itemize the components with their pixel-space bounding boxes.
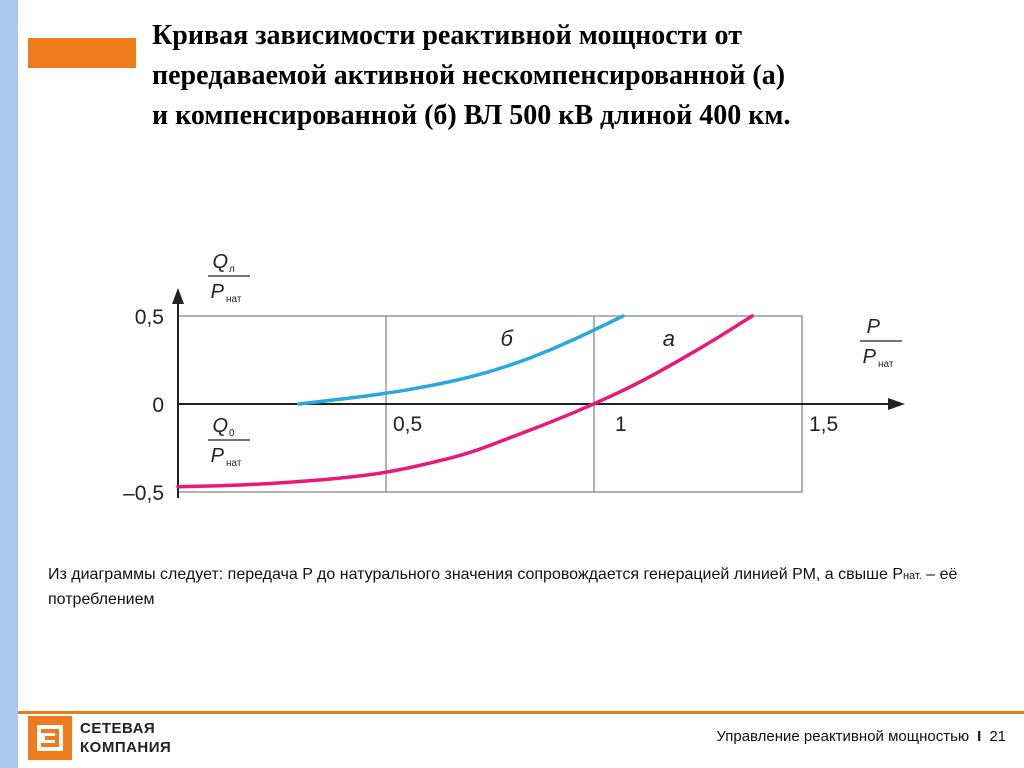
x-tick-label-0: 0,5 [393,413,423,436]
title-line-1: Кривая зависимости реактивной мощности от [152,20,742,51]
y-axis-label-denominator: P [210,281,224,303]
caption [48,563,998,612]
title-line-3: и компенсированной (б) ВЛ 500 кВ длиной 400 км. [152,100,791,131]
logo-mark-icon [28,716,72,760]
caption-subscript: нат. [902,570,922,582]
x-tick-label-1: 1 [615,413,627,436]
series-line-б [299,316,623,404]
x-axis-label-denominator: P [862,346,876,368]
x-tick-label-2: 1,5 [809,413,839,436]
section-title: Управление реактивной мощностью [716,728,970,745]
caption-tail: – её потреблением [48,566,958,608]
footer-section [716,728,1006,745]
series-label-b: б [500,325,513,351]
y-tick-label-0: 0,5 [134,306,164,329]
y-axis-arrow [172,288,184,304]
y-axis-label-numerator: Q [212,251,228,273]
page-number: 21 [989,728,1006,745]
q0-annotation-numerator-sub: 0 [229,428,235,439]
q0-annotation-denominator-sub: нат [226,458,242,469]
footer-separator: I [977,728,982,745]
y-axis-label-numerator-sub: л [229,264,235,275]
y-tick-label-2: –0,5 [123,482,164,505]
series-label-a: а [662,325,676,351]
footer-divider [18,711,1024,714]
caption-main: Из диаграммы следует: передача P до натурального значения сопровождается генерацией линией РМ, а свыше P [48,566,903,583]
y-tick-label-1: 0 [152,394,164,417]
x-axis-label-denominator-sub: нат [878,359,894,370]
y-axis-label-denominator-sub: нат [226,294,242,305]
logo-line-2: КОМПАНИЯ [80,739,172,756]
q0-annotation-numerator: Q [212,415,228,437]
logo-text [80,719,171,757]
logo-line-1: СЕТЕВАЯ [80,720,156,737]
title-line-2: передаваемой активной нескомпенсированной (а) [152,60,786,91]
q0-annotation-denominator: P [210,445,224,467]
x-axis-label-numerator: P [866,316,880,338]
x-axis-arrow [888,398,905,410]
company-logo [28,716,198,764]
